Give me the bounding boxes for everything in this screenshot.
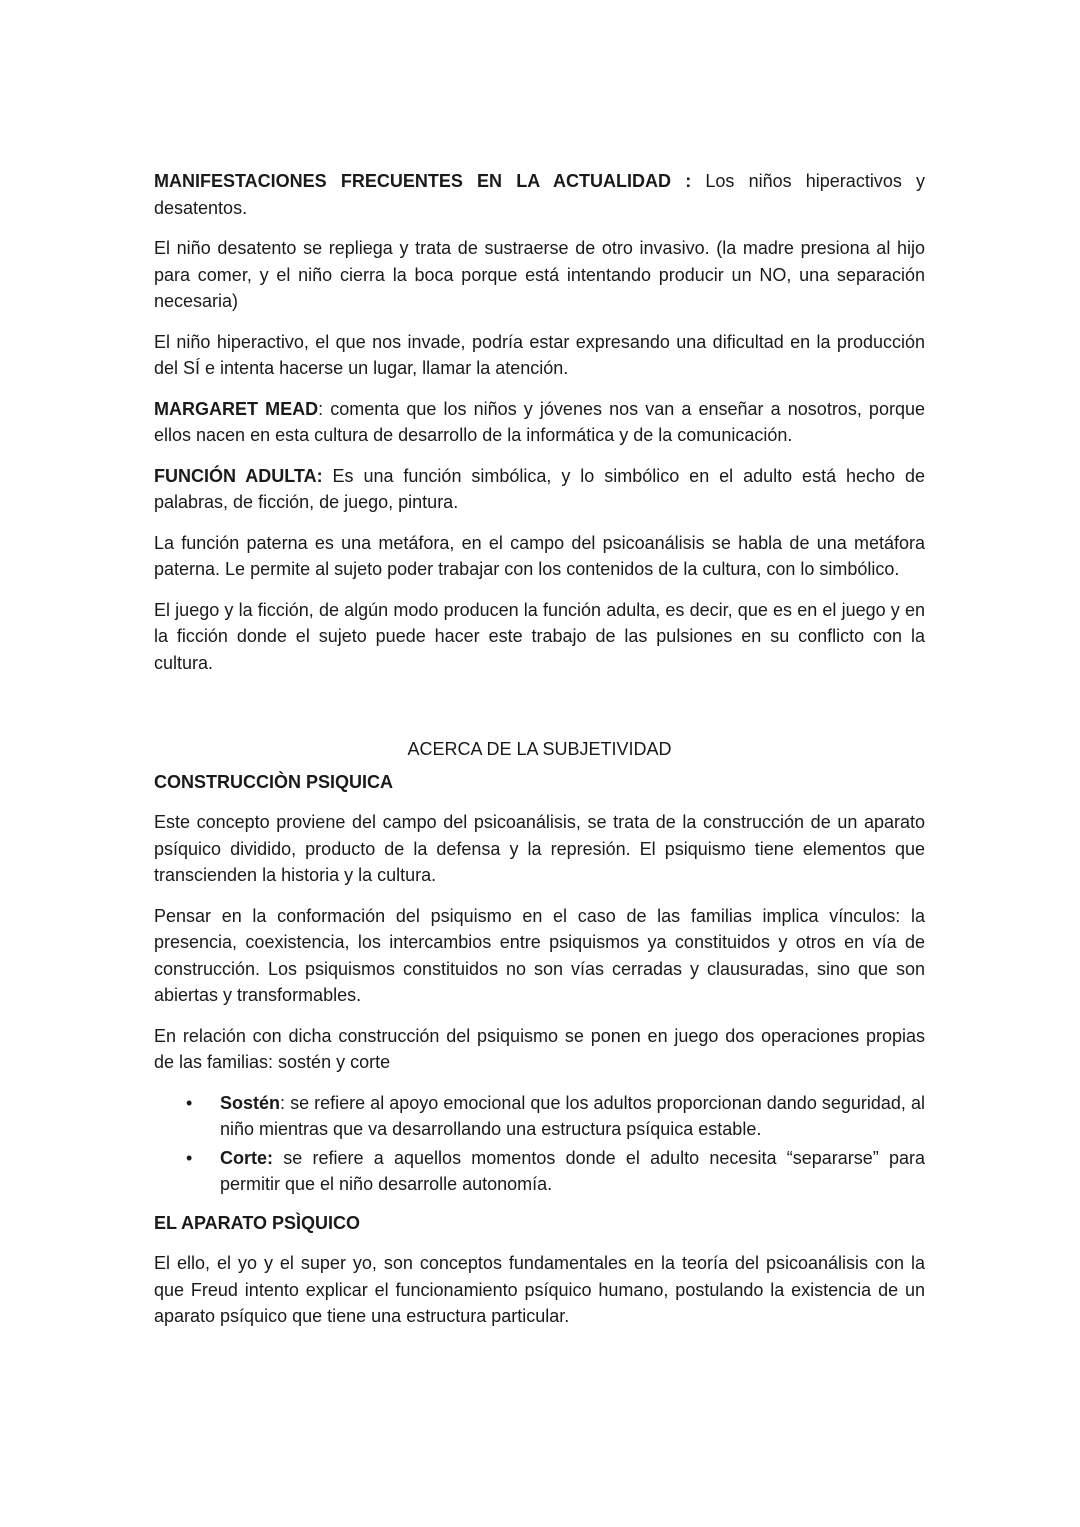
label-sosten: Sostén xyxy=(220,1092,281,1113)
paragraph-margaret-mead xyxy=(154,396,925,449)
label-funcion-adulta: FUNCIÓN ADULTA: xyxy=(154,465,323,486)
paragraph-funcion-adulta xyxy=(154,463,925,516)
label-margaret-mead: MARGARET MEAD xyxy=(154,398,319,419)
paragraph-desatento: El niño desatento se repliega y trata de sustraerse de otro invasivo. (la madre presiona al hijo para comer, y el niño cierra la boca porque está intentando producir un NO, una separación necesaria) xyxy=(154,238,925,311)
text-margaret-mead: : comenta que los niños y jóvenes nos van a enseñar a nosotros, porque ellos nacen en esta cultura de desarrollo de la informática y de la comunicación. xyxy=(154,398,925,445)
bullet-dot-icon: • xyxy=(186,1092,193,1113)
paragraph-juego-ficcion: El juego y la ficción, de algún modo producen la función adulta, es decir, que es en el juego y en la ficción donde el sujeto puede hacer este trabajo de las pulsiones en su conflicto con la cultura. xyxy=(154,599,925,673)
section-title-subjetividad: ACERCA DE LA SUBJETIVIDAD xyxy=(407,739,672,759)
text-sosten: : se refiere al apoyo emocional que los adultos proporcionan dando seguridad, al niño mientras que va desarrollando una estructura psíquica estable. xyxy=(220,1092,925,1139)
bullet-dot-icon: • xyxy=(186,1147,193,1168)
heading-construccion-psiquica: CONSTRUCCIÒN PSIQUICA xyxy=(154,771,394,792)
text-corte: se refiere a aquellos momentos donde el adulto necesita “separarse” para permitir que el niño desarrolle autonomía. xyxy=(220,1147,925,1194)
paragraph-construccion-2: Pensar en la conformación del psiquismo en el caso de las familias implica vínculos: la presencia, coexistencia, los intercambios entre psiquismos ya constituidos y otros en vía de construcción. Los psiquismos constituidos no son vías cerradas y clausuradas, sino que son abiertas y transformables. xyxy=(154,905,925,1005)
list-item-corte xyxy=(154,1145,925,1198)
label-manifestaciones: MANIFESTACIONES FRECUENTES EN LA ACTUALIDAD : xyxy=(154,171,692,191)
heading-aparato-psiquico: EL APARATO PSÌQUICO xyxy=(154,1212,361,1233)
paragraph-construccion-1: Este concepto proviene del campo del psicoanálisis, se trata de la construcción de un aparato psíquico dividido, producto de la defensa y la represión. El psiquismo tiene elementos que transcienden la historia y la cultura. xyxy=(154,812,925,885)
paragraph-funcion-paterna: La función paterna es una metáfora, en el campo del psicoanálisis se habla de una metáfora paterna. Le permite al sujeto poder trabajar con los contenidos de la cultura, con lo simbólico. xyxy=(154,532,925,579)
document-page xyxy=(154,168,925,1344)
bullet-list xyxy=(154,1090,925,1198)
paragraph-hiperactivo: El niño hiperactivo, el que nos invade, podría estar expresando una dificultad en la producción del SÍ e intenta hacerse un lugar, llamar la atención. xyxy=(154,331,925,378)
paragraph-aparato-1: El ello, el yo y el super yo, son conceptos fundamentales en la teoría del psicoanálisis con la que Freud intento explicar el funcionamiento psíquico humano, postulando la existencia de un aparato psíquico que tiene una estructura particular. xyxy=(154,1253,925,1326)
label-corte: Corte: xyxy=(220,1147,273,1168)
paragraph-construccion-3: En relación con dicha construcción del psiquismo se ponen en juego dos operaciones propias de las familias: sostén y corte xyxy=(154,1025,925,1072)
paragraph-manifestaciones xyxy=(154,168,925,221)
list-item-sosten xyxy=(154,1090,925,1143)
text-manifestaciones: Los niños hiperactivos y desatentos. xyxy=(154,171,926,218)
text-funcion-adulta: Es una función simbólica, y lo simbólico en el adulto está hecho de palabras, de ficción, de juego, pintura. xyxy=(154,465,926,512)
